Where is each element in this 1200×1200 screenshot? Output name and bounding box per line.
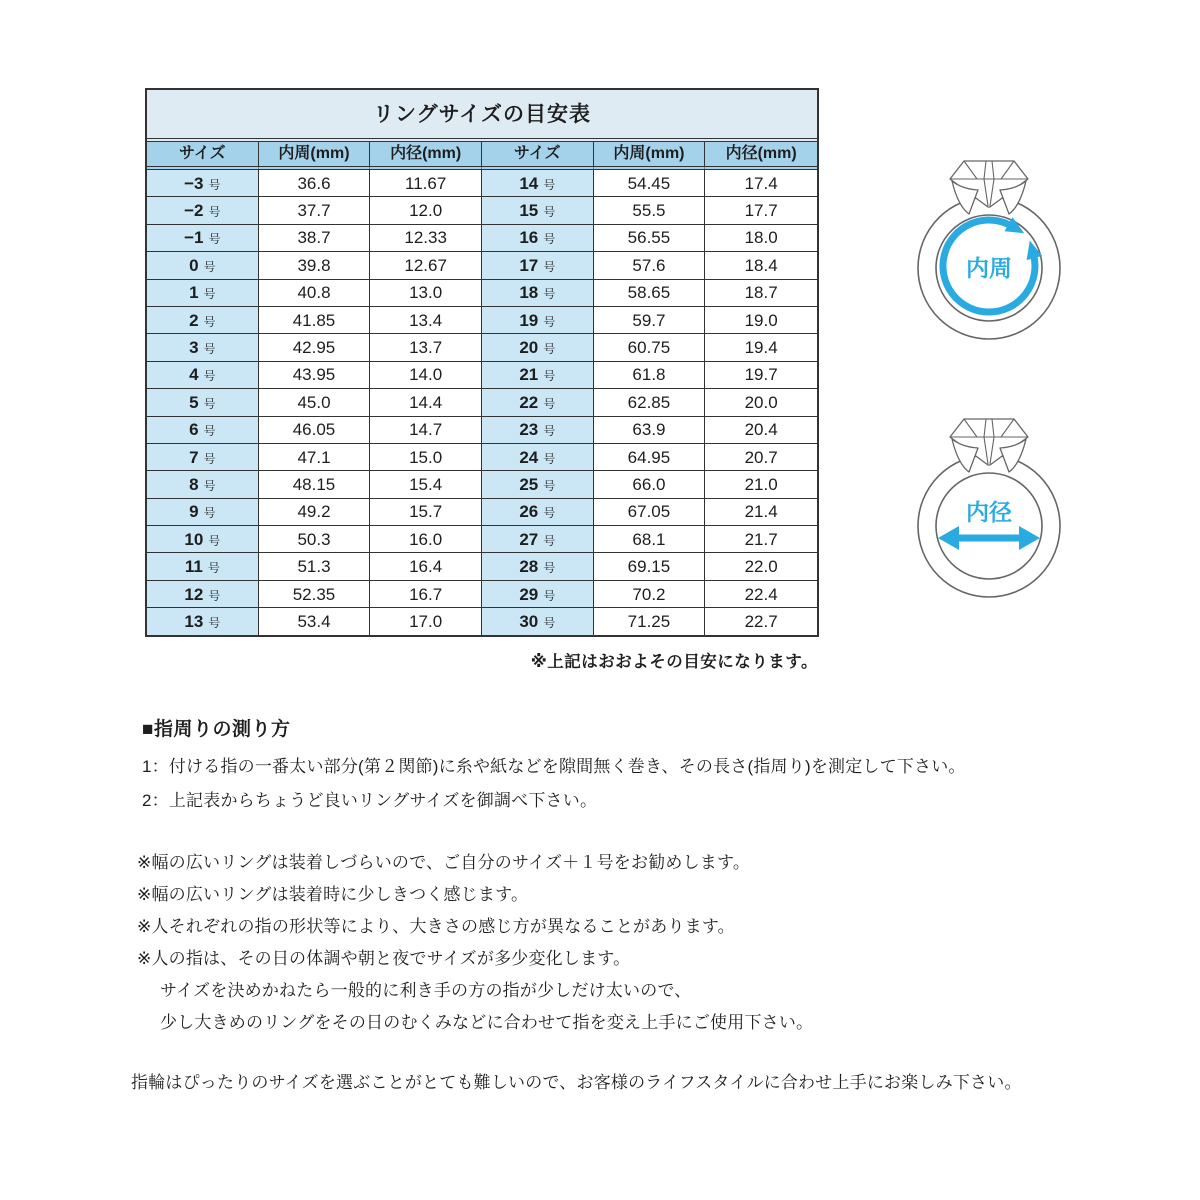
size-cell: 26 号 [482, 499, 594, 526]
value-cell: 36.6 [259, 170, 371, 197]
value-cell: 16.0 [370, 526, 482, 553]
value-cell: 40.8 [259, 280, 371, 307]
note-line: 少し大きめのリングをその日のむくみなどに合わせて指を変え上手にご使用下さい。 [160, 1013, 814, 1032]
size-cell: 21 号 [482, 362, 594, 389]
double-arrow-icon [938, 526, 1040, 550]
value-cell: 19.4 [705, 334, 817, 361]
value-cell: 66.0 [594, 471, 706, 498]
closing-line: 指輪はぴったりのサイズを選ぶことがとても難しいので、お客様のライフスタイルに合わせ上手にお楽しみ下さい。 [131, 1073, 1022, 1092]
size-cell: 6 号 [147, 417, 259, 444]
value-cell: 50.3 [259, 526, 371, 553]
note-line: ※幅の広いリングは装着しづらいので、ご自分のサイズ＋１号をお勧めします。 [137, 853, 751, 872]
value-cell: 20.4 [705, 417, 817, 444]
table-row [147, 608, 817, 634]
table-row [147, 417, 817, 444]
size-table-body [147, 170, 817, 635]
table-row [147, 581, 817, 608]
size-cell: −1 号 [147, 225, 259, 252]
value-cell: 71.25 [594, 608, 706, 634]
table-row [147, 444, 817, 471]
value-cell: 18.7 [705, 280, 817, 307]
value-cell: 11.67 [370, 170, 482, 197]
measuring-step: 2：上記表からちょうど良いリングサイズを御調べ下さい。 [142, 791, 598, 810]
value-cell: 15.4 [370, 471, 482, 498]
value-cell: 13.7 [370, 334, 482, 361]
value-cell: 17.0 [370, 608, 482, 634]
size-cell: 29 号 [482, 581, 594, 608]
value-cell: 38.7 [259, 225, 371, 252]
value-cell: 12.0 [370, 197, 482, 224]
value-cell: 63.9 [594, 417, 706, 444]
value-cell: 59.7 [594, 307, 706, 334]
value-cell: 55.5 [594, 197, 706, 224]
value-cell: 61.8 [594, 362, 706, 389]
value-cell: 13.0 [370, 280, 482, 307]
value-cell: 17.4 [705, 170, 817, 197]
table-row [147, 197, 817, 224]
ring-size-table [145, 88, 819, 637]
size-cell: 22 号 [482, 389, 594, 416]
col-header-circumference: 内周(mm) [594, 142, 706, 170]
size-cell: 7 号 [147, 444, 259, 471]
size-cell: −2 号 [147, 197, 259, 224]
table-row [147, 280, 817, 307]
size-cell: 24 号 [482, 444, 594, 471]
value-cell: 13.4 [370, 307, 482, 334]
note-line: サイズを決めかねたら一般的に利き手の方の指が少しだけ太いので、 [160, 981, 692, 1000]
value-cell: 49.2 [259, 499, 371, 526]
table-row [147, 553, 817, 580]
value-cell: 51.3 [259, 553, 371, 580]
value-cell: 42.95 [259, 334, 371, 361]
value-cell: 12.67 [370, 252, 482, 279]
ring-diameter-figure [914, 414, 1064, 604]
size-cell: 9 号 [147, 499, 259, 526]
value-cell: 47.1 [259, 444, 371, 471]
table-row [147, 334, 817, 361]
table-row [147, 362, 817, 389]
value-cell: 39.8 [259, 252, 371, 279]
col-header-diameter: 内径(mm) [705, 142, 817, 170]
value-cell: 54.45 [594, 170, 706, 197]
diameter-label: 内径 [966, 499, 1012, 525]
value-cell: 21.4 [705, 499, 817, 526]
col-header-size: サイズ [482, 142, 594, 170]
size-cell: 3 号 [147, 334, 259, 361]
table-row [147, 170, 817, 197]
value-cell: 58.65 [594, 280, 706, 307]
value-cell: 16.7 [370, 581, 482, 608]
table-row [147, 225, 817, 252]
size-cell: 15 号 [482, 197, 594, 224]
value-cell: 69.15 [594, 553, 706, 580]
col-header-diameter: 内径(mm) [370, 142, 482, 170]
measuring-heading: ■指周りの測り方 [142, 719, 291, 740]
value-cell: 22.7 [705, 608, 817, 634]
size-cell: 12 号 [147, 581, 259, 608]
size-cell: 14 号 [482, 170, 594, 197]
value-cell: 56.55 [594, 225, 706, 252]
value-cell: 14.7 [370, 417, 482, 444]
table-row [147, 526, 817, 553]
value-cell: 20.0 [705, 389, 817, 416]
value-cell: 17.7 [705, 197, 817, 224]
value-cell: 14.0 [370, 362, 482, 389]
size-cell: 30 号 [482, 608, 594, 634]
table-row [147, 499, 817, 526]
size-cell: 13 号 [147, 608, 259, 634]
size-cell: 0 号 [147, 252, 259, 279]
value-cell: 15.0 [370, 444, 482, 471]
ring-circumference-figure [914, 156, 1064, 346]
table-title: リングサイズの目安表 [147, 90, 817, 142]
value-cell: 60.75 [594, 334, 706, 361]
size-cell: 23 号 [482, 417, 594, 444]
value-cell: 68.1 [594, 526, 706, 553]
value-cell: 46.05 [259, 417, 371, 444]
size-cell: 25 号 [482, 471, 594, 498]
table-row [147, 389, 817, 416]
table-row [147, 252, 817, 279]
col-header-size: サイズ [147, 142, 259, 170]
value-cell: 22.4 [705, 581, 817, 608]
value-cell: 67.05 [594, 499, 706, 526]
value-cell: 70.2 [594, 581, 706, 608]
value-cell: 43.95 [259, 362, 371, 389]
size-cell: 8 号 [147, 471, 259, 498]
size-cell: 28 号 [482, 553, 594, 580]
size-cell: 2 号 [147, 307, 259, 334]
size-cell: −3 号 [147, 170, 259, 197]
measuring-step: 1：付ける指の一番太い部分(第２関節)に糸や紙などを隙間無く巻き、その長さ(指周り)を測定して下さい。 [142, 757, 966, 776]
value-cell: 16.4 [370, 553, 482, 580]
value-cell: 57.6 [594, 252, 706, 279]
note-line: ※人の指は、その日の体調や朝と夜でサイズが多少変化します。 [137, 949, 631, 968]
size-cell: 17 号 [482, 252, 594, 279]
note-line: ※人それぞれの指の形状等により、大きさの感じ方が異なることがあります。 [137, 917, 735, 936]
value-cell: 37.7 [259, 197, 371, 224]
value-cell: 18.4 [705, 252, 817, 279]
value-cell: 41.85 [259, 307, 371, 334]
size-cell: 27 号 [482, 526, 594, 553]
table-footnote: ※上記はおおよその目安になります。 [530, 653, 818, 671]
table-row [147, 471, 817, 498]
value-cell: 52.35 [259, 581, 371, 608]
table-row [147, 307, 817, 334]
value-cell: 64.95 [594, 444, 706, 471]
table-header-row [147, 142, 817, 170]
circumference-label: 内周 [966, 255, 1012, 281]
size-cell: 20 号 [482, 334, 594, 361]
value-cell: 15.7 [370, 499, 482, 526]
size-cell: 5 号 [147, 389, 259, 416]
value-cell: 45.0 [259, 389, 371, 416]
value-cell: 62.85 [594, 389, 706, 416]
size-cell: 11 号 [147, 553, 259, 580]
value-cell: 22.0 [705, 553, 817, 580]
col-header-circumference: 内周(mm) [259, 142, 371, 170]
size-cell: 18 号 [482, 280, 594, 307]
value-cell: 21.0 [705, 471, 817, 498]
size-cell: 16 号 [482, 225, 594, 252]
size-cell: 19 号 [482, 307, 594, 334]
value-cell: 19.7 [705, 362, 817, 389]
size-cell: 4 号 [147, 362, 259, 389]
value-cell: 53.4 [259, 608, 371, 634]
note-line: ※幅の広いリングは装着時に少しきつく感じます。 [137, 885, 529, 904]
value-cell: 18.0 [705, 225, 817, 252]
value-cell: 14.4 [370, 389, 482, 416]
size-cell: 10 号 [147, 526, 259, 553]
value-cell: 19.0 [705, 307, 817, 334]
value-cell: 21.7 [705, 526, 817, 553]
value-cell: 48.15 [259, 471, 371, 498]
size-cell: 1 号 [147, 280, 259, 307]
value-cell: 20.7 [705, 444, 817, 471]
value-cell: 12.33 [370, 225, 482, 252]
